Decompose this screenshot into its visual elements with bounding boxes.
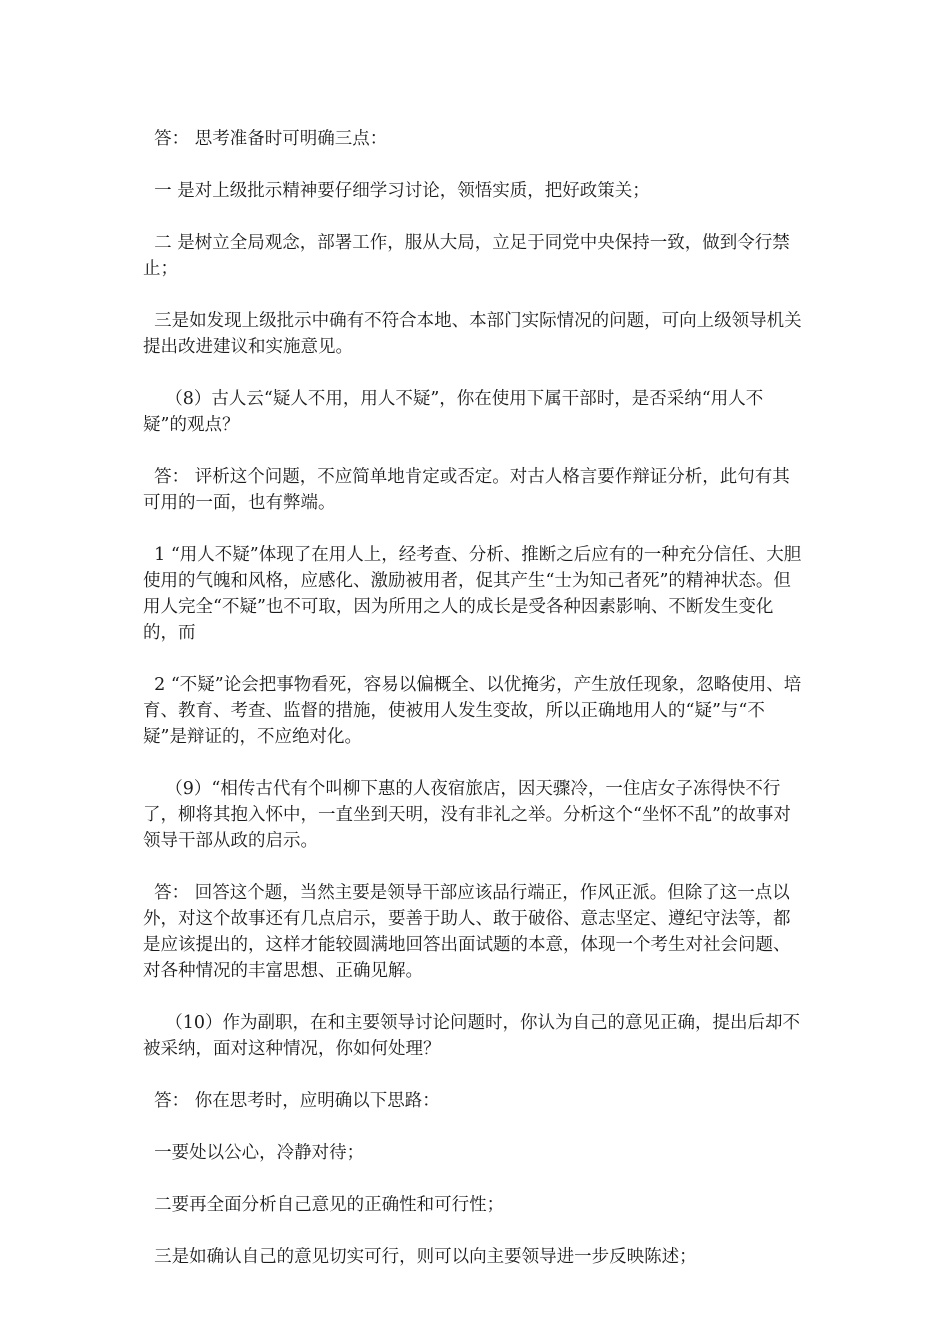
answer-9-paragraph: 答： 回答这个题，当然主要是领导干部应该品行端正，作风正派。但除了这一点以外，对这个故事还有几点启示，要善于助人、敢于破俗、意志坚定、遵纪守法等，都是应该提出的，这样才能较圆满地回答出面试题的本意，体现一个考生对社会问题、对各种情况的丰富思想、正确见解。 — [143, 883, 791, 981]
answer-10-point-1-paragraph: 一要处以公心，冷静对待； — [143, 1143, 365, 1163]
answer-8-point-2-paragraph: 2 “不疑”论会把事物看死，容易以偏概全、以优掩劣，产生放任现象，忽略使用、培育、教育、考查、监督的措施，使被用人发生变故，所以正确地用人的“疑”与“不疑”是辩证的，不应绝对化。 — [143, 675, 802, 747]
point-two-paragraph: 二 是树立全局观念，部署工作，服从大局，立足于同党中央保持一致，做到令行禁止； — [143, 233, 790, 279]
document-body — [143, 126, 803, 1296]
point-three-paragraph: 三是如发现上级批示中确有不符合本地、本部门实际情况的问题，可向上级领导机关提出改进建议和实施意见。 — [143, 311, 802, 357]
answer-intro-paragraph: 答： 思考准备时可明确三点： — [143, 129, 388, 149]
answer-10-point-2-paragraph: 二要再全面分析自己意见的正确性和可行性； — [143, 1195, 505, 1215]
question-10-paragraph: （10）作为副职，在和主要领导讨论问题时，你认为自己的意见正确，提出后却不被采纳，面对这种情况，你如何处理？ — [143, 1013, 801, 1059]
point-one-paragraph: 一 是对上级批示精神要仔细学习讨论，领悟实质，把好政策关； — [143, 181, 650, 201]
answer-10-point-3-paragraph: 三是如确认自己的意见切实可行，则可以向主要领导进一步反映陈述； — [143, 1247, 697, 1267]
answer-8-paragraph: 答： 评析这个问题，不应简单地肯定或否定。对古人格言要作辩证分析，此句有其可用的一面，也有弊端。 — [143, 467, 790, 513]
answer-10-intro-paragraph: 答： 你在思考时，应明确以下思路： — [143, 1091, 440, 1111]
answer-8-point-1-paragraph: 1 “用人不疑”体现了在用人上，经考查、分析、推断之后应有的一种充分信任、大胆使用的气魄和风格，应感化、激励被用者，促其产生“士为知己者死”的精神状态。但用人完全“不疑”也不可取，因为所用之人的成长是受各种因素影响、不断发生变化的，而 — [143, 545, 802, 643]
question-8-paragraph: （8）古人云“疑人不用，用人不疑”，你在使用下属干部时，是否采纳“用人不疑”的观点？ — [143, 389, 764, 435]
question-9-paragraph: （9）“相传古代有个叫柳下惠的人夜宿旅店，因天骤冷，一住店女子冻得快不行了，柳将其抱入怀中，一直坐到天明，没有非礼之举。分析这个“坐怀不乱”的故事对领导干部从政的启示。 — [143, 779, 791, 851]
